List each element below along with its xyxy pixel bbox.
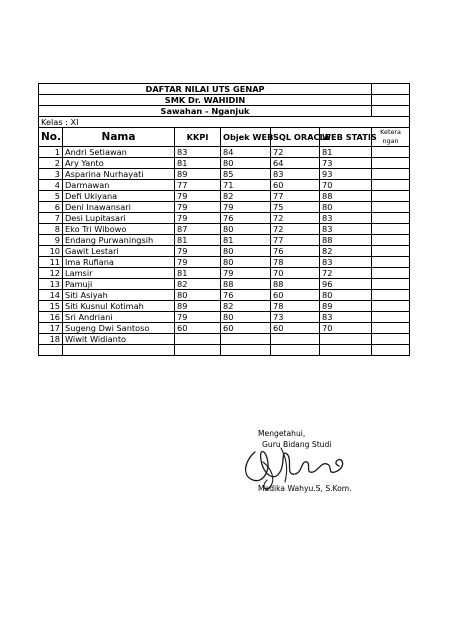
row-web-statis: 72 — [320, 268, 372, 279]
row-web-statis: 88 — [320, 191, 372, 202]
row-kkpi: 87 — [175, 224, 221, 235]
row-keterangan — [372, 246, 410, 257]
row-no: 5 — [39, 191, 63, 202]
row-web-statis: 96 — [320, 279, 372, 290]
signer-name: Madika Wahyu.S, S.Kom. — [258, 484, 352, 493]
row-no: 17 — [39, 323, 63, 334]
row-objek-web: 79 — [221, 202, 271, 213]
grades-table — [38, 83, 410, 356]
row-sql-oracle: 78 — [271, 301, 320, 312]
title-row-3 — [39, 106, 410, 117]
row-sql-oracle: 72 — [271, 224, 320, 235]
class-row — [39, 117, 410, 128]
title-line-3: Sawahan - Nganjuk — [39, 106, 372, 117]
row-objek-web: 80 — [221, 158, 271, 169]
row-web-statis: 70 — [320, 323, 372, 334]
row-keterangan — [372, 180, 410, 191]
row-keterangan — [372, 235, 410, 246]
class-label: Kelas : XI — [39, 117, 410, 128]
row-no: 9 — [39, 235, 63, 246]
row-sql-oracle: 77 — [271, 191, 320, 202]
row-kkpi: 79 — [175, 246, 221, 257]
row-no: 10 — [39, 246, 63, 257]
blank-cell — [320, 345, 372, 356]
row-sql-oracle: 76 — [271, 246, 320, 257]
row-kkpi: 60 — [175, 323, 221, 334]
row-keterangan — [372, 147, 410, 158]
row-no: 3 — [39, 169, 63, 180]
row-kkpi: 80 — [175, 290, 221, 301]
header-keterangan-line2: ngan — [382, 137, 399, 145]
row-nama: Wiwit Widianto — [63, 334, 175, 345]
row-no: 18 — [39, 334, 63, 345]
row-keterangan — [372, 224, 410, 235]
row-nama: Darmawan — [63, 180, 175, 191]
row-web-statis: 89 — [320, 301, 372, 312]
table-row — [39, 246, 410, 257]
header-keterangan — [372, 128, 410, 147]
row-kkpi: 83 — [175, 147, 221, 158]
table-row — [39, 301, 410, 312]
header-row — [39, 128, 410, 147]
row-web-statis: 83 — [320, 257, 372, 268]
row-nama: Pamuji — [63, 279, 175, 290]
row-no: 14 — [39, 290, 63, 301]
row-no: 11 — [39, 257, 63, 268]
row-web-statis: 81 — [320, 147, 372, 158]
row-web-statis: 88 — [320, 235, 372, 246]
row-web-statis: 80 — [320, 202, 372, 213]
table-row — [39, 279, 410, 290]
title-row-2 — [39, 95, 410, 106]
row-web-statis: 80 — [320, 290, 372, 301]
row-web-statis: 93 — [320, 169, 372, 180]
blank-cell — [372, 345, 410, 356]
row-nama: Sri Andriani — [63, 312, 175, 323]
row-objek-web: 76 — [221, 213, 271, 224]
row-sql-oracle: 72 — [271, 147, 320, 158]
grade-sheet — [38, 83, 409, 356]
row-web-statis: 82 — [320, 246, 372, 257]
row-sql-oracle: 77 — [271, 235, 320, 246]
row-objek-web: 76 — [221, 290, 271, 301]
row-nama: Ima Rufiana — [63, 257, 175, 268]
row-objek-web: 80 — [221, 224, 271, 235]
row-kkpi: 81 — [175, 268, 221, 279]
row-kkpi: 79 — [175, 202, 221, 213]
row-objek-web: 60 — [221, 323, 271, 334]
row-kkpi: 82 — [175, 279, 221, 290]
row-no: 15 — [39, 301, 63, 312]
row-sql-oracle: 88 — [271, 279, 320, 290]
blank-cell — [63, 345, 175, 356]
header-web-statis: WEB STATIS — [320, 128, 372, 147]
table-row — [39, 257, 410, 268]
approval-line-2: Guru Bidang Studi — [262, 440, 332, 449]
row-nama: Eko Tri Wibowo — [63, 224, 175, 235]
row-keterangan — [372, 312, 410, 323]
row-nama: Defi Ukiyana — [63, 191, 175, 202]
title-line-1: DAFTAR NILAI UTS GENAP — [39, 84, 372, 95]
blank-cell — [39, 345, 63, 356]
row-kkpi — [175, 334, 221, 345]
table-row — [39, 235, 410, 246]
row-sql-oracle — [271, 334, 320, 345]
title-line-2: SMK Dr. WAHIDIN — [39, 95, 372, 106]
row-kkpi: 79 — [175, 257, 221, 268]
row-kkpi: 81 — [175, 158, 221, 169]
row-web-statis: 70 — [320, 180, 372, 191]
table-row — [39, 224, 410, 235]
row-objek-web: 79 — [221, 268, 271, 279]
row-nama: Andri Setiawan — [63, 147, 175, 158]
row-objek-web: 80 — [221, 246, 271, 257]
row-keterangan — [372, 268, 410, 279]
row-no: 6 — [39, 202, 63, 213]
row-keterangan — [372, 279, 410, 290]
row-sql-oracle: 70 — [271, 268, 320, 279]
row-kkpi: 77 — [175, 180, 221, 191]
row-sql-oracle: 83 — [271, 169, 320, 180]
row-kkpi: 89 — [175, 169, 221, 180]
row-web-statis: 83 — [320, 312, 372, 323]
header-no: No. — [39, 128, 63, 147]
row-nama: Lamsir — [63, 268, 175, 279]
row-web-statis: 83 — [320, 224, 372, 235]
row-objek-web: 81 — [221, 235, 271, 246]
table-row — [39, 158, 410, 169]
row-kkpi: 79 — [175, 312, 221, 323]
header-keterangan-line1: Ketera — [380, 128, 401, 136]
row-sql-oracle: 60 — [271, 323, 320, 334]
row-keterangan — [372, 191, 410, 202]
row-no: 4 — [39, 180, 63, 191]
row-objek-web: 71 — [221, 180, 271, 191]
row-nama: Desi Lupitasari — [63, 213, 175, 224]
table-row — [39, 268, 410, 279]
row-nama: Ary Yanto — [63, 158, 175, 169]
row-objek-web: 84 — [221, 147, 271, 158]
row-kkpi: 79 — [175, 191, 221, 202]
row-kkpi: 81 — [175, 235, 221, 246]
header-objek-web: Objek WEB — [221, 128, 271, 147]
row-nama: Siti Asiyah — [63, 290, 175, 301]
row-objek-web — [221, 334, 271, 345]
row-keterangan — [372, 334, 410, 345]
row-objek-web: 80 — [221, 257, 271, 268]
table-row — [39, 169, 410, 180]
table-row — [39, 290, 410, 301]
row-no: 13 — [39, 279, 63, 290]
blank-cell — [175, 345, 221, 356]
row-sql-oracle: 78 — [271, 257, 320, 268]
row-nama: Endang Purwaningsih — [63, 235, 175, 246]
row-objek-web: 88 — [221, 279, 271, 290]
row-objek-web: 85 — [221, 169, 271, 180]
row-keterangan — [372, 257, 410, 268]
row-objek-web: 80 — [221, 312, 271, 323]
row-no: 12 — [39, 268, 63, 279]
table-row — [39, 323, 410, 334]
table-row — [39, 147, 410, 158]
row-sql-oracle: 60 — [271, 290, 320, 301]
header-nama: Nama — [63, 128, 175, 147]
row-sql-oracle: 75 — [271, 202, 320, 213]
row-keterangan — [372, 158, 410, 169]
row-sql-oracle: 64 — [271, 158, 320, 169]
row-keterangan — [372, 169, 410, 180]
row-sql-oracle: 60 — [271, 180, 320, 191]
row-objek-web: 82 — [221, 191, 271, 202]
row-no: 1 — [39, 147, 63, 158]
header-kkpi: KKPI — [175, 128, 221, 147]
blank-cell — [271, 345, 320, 356]
row-nama: Siti Kusnul Kotimah — [63, 301, 175, 312]
row-web-statis: 73 — [320, 158, 372, 169]
table-row — [39, 213, 410, 224]
row-keterangan — [372, 202, 410, 213]
row-nama: Sugeng Dwi Santoso — [63, 323, 175, 334]
row-keterangan — [372, 301, 410, 312]
row-nama: Gawit Lestari — [63, 246, 175, 257]
row-no: 2 — [39, 158, 63, 169]
table-row — [39, 334, 410, 345]
row-keterangan — [372, 290, 410, 301]
row-web-statis — [320, 334, 372, 345]
row-kkpi: 79 — [175, 213, 221, 224]
row-no: 7 — [39, 213, 63, 224]
row-kkpi: 89 — [175, 301, 221, 312]
title-row-1 — [39, 84, 410, 95]
row-keterangan — [372, 213, 410, 224]
table-row — [39, 312, 410, 323]
row-no: 8 — [39, 224, 63, 235]
approval-line-1: Mengetahui, — [258, 429, 306, 438]
table-row — [39, 202, 410, 213]
row-nama: Deni Inawansari — [63, 202, 175, 213]
row-web-statis: 83 — [320, 213, 372, 224]
table-row-blank — [39, 345, 410, 356]
table-row — [39, 191, 410, 202]
row-nama: Asparina Nurhayati — [63, 169, 175, 180]
blank-cell — [221, 345, 271, 356]
row-objek-web: 82 — [221, 301, 271, 312]
row-no: 16 — [39, 312, 63, 323]
header-sql-oracle: SQL ORACLE — [271, 128, 320, 147]
row-sql-oracle: 73 — [271, 312, 320, 323]
row-keterangan — [372, 323, 410, 334]
row-sql-oracle: 72 — [271, 213, 320, 224]
table-row — [39, 180, 410, 191]
